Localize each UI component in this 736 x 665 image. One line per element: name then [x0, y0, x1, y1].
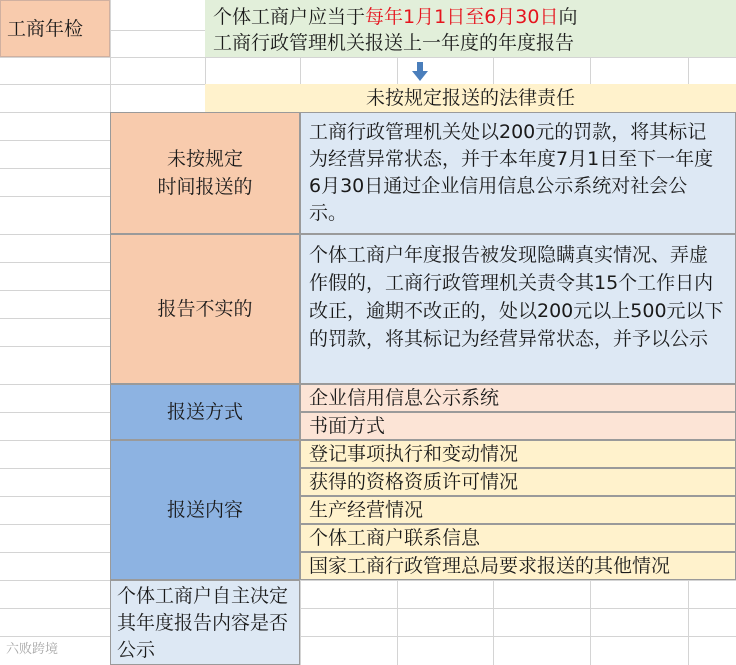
title-cell — [0, 0, 110, 57]
content-item: 获得的资格资质许可情况 — [300, 468, 736, 496]
content-item: 登记事项执行和变动情况 — [300, 440, 736, 468]
intro-line-1: 个体工商户应当于每年1月1日至6月30日向 — [213, 6, 578, 28]
intro-line-2: 工商行政管理机关报送上一年度的年度报告 — [213, 32, 575, 54]
disclosure-note: 个体工商户自主决定其年度报告内容是否公示 — [110, 580, 300, 665]
late-report-label: 未按规定 时间报送的 — [110, 112, 300, 234]
content-label: 报送内容 — [110, 440, 300, 580]
content-item: 个体工商户联系信息 — [300, 524, 736, 552]
deadline-highlight: 每年1月1日至6月30日 — [365, 6, 559, 28]
false-report-penalty: 个体工商户年度报告被发现隐瞒真实情况、弄虚作假的，工商行政管理机关责令其15个工作日内改正，逾期不改正的，处以200元以上500元以下的罚款，将其标记为经营异常状态，并予以公示 — [300, 234, 736, 384]
content-item: 国家工商行政管理总局要求报送的其他情况 — [300, 552, 736, 580]
method-item: 书面方式 — [300, 412, 736, 440]
arrow-down-icon — [412, 62, 428, 82]
method-label: 报送方式 — [110, 384, 300, 440]
false-report-label: 报告不实的 — [110, 234, 300, 384]
method-item: 企业信用信息公示系统 — [300, 384, 736, 412]
intro-block — [205, 0, 736, 57]
late-report-penalty: 工商行政管理机关处以200元的罚款，将其标记为经营异常状态，并于本年度7月1日至下一年度6月30日通过企业信用信息公示系统对社会公示。 — [300, 112, 736, 234]
liability-header: 未按规定报送的法律责任 — [205, 84, 736, 112]
watermark: 六败跨境 — [6, 642, 59, 657]
content-item: 生产经营情况 — [300, 496, 736, 524]
title-text: 工商年检 — [7, 17, 84, 40]
